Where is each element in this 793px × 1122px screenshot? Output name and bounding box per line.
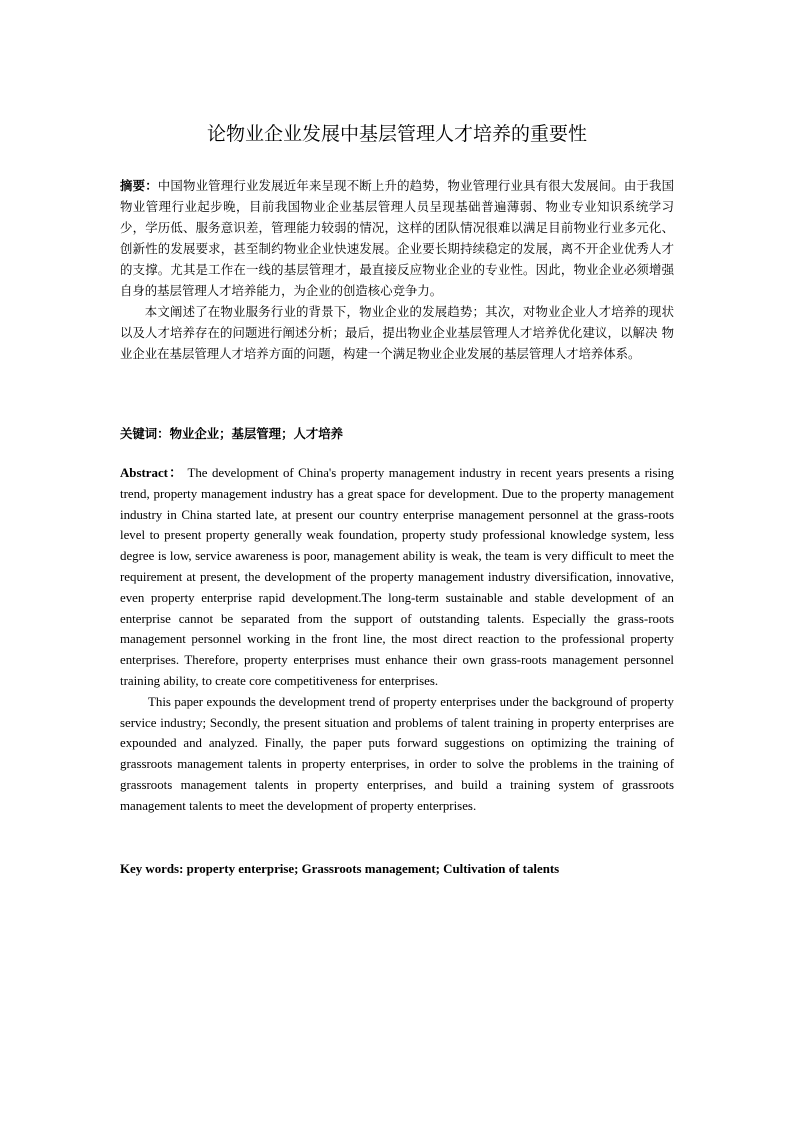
english-abstract-text-1: The development of China's property management industry in recent years presents a rising trend, property management industry has a great space for development. Due to the property management industry in China started late, at present our country enterprise management personnel at the grass-roots level to present property generally weak foundation, property study professional knowledge system, less degree is low, service awareness is poor, management ability is weak, the team is very difficult to meet the requirement at present, the development of the property management industry diversification, innovative, even property enterprise rapid development.The long-term sustainable and stable development of an enterprise cannot be separated from the support of outstanding talents. Especially the grass-roots management personnel working in the front line, the most direct reaction to the professional property enterprises. Therefore, property enterprises must enhance their own grass-roots management personnel training ability, to create core competitiveness for enterprises. — [120, 466, 674, 688]
english-keywords-label: Key words: — [120, 862, 187, 876]
chinese-abstract — [120, 175, 674, 364]
chinese-keywords-label: 关键词： — [120, 426, 170, 441]
page-title: 论物业企业发展中基层管理人才培养的重要性 — [206, 123, 587, 145]
chinese-abstract-paragraph-2: 本文阐述了在物业服务行业的背景下，物业企业的发展趋势；其次，对物业企业人才培养的现状以及人才培养存在的问题进行阐述分析；最后，提出物业企业基层管理人才培养优化建议，以解决 物业企业在基层管理人才培养方面的问题，构建一个满足物业企业发展的基层管理人才培养体系。 — [120, 304, 674, 361]
chinese-abstract-text-1: 中国物业管理行业发展近年来呈现不断上升的趋势，物业管理行业具有很大发展间。由于我国物业管理行业起步晚，目前我国物业企业基层管理人员呈现基础普遍薄弱、物业专业知识系统学习少，学历低、服务意识差，管理能力较弱的情况，这样的团队情况很难以满足目前物业行业多元化、创新性的发展要求，甚至制约物业企业快速发展。企业要长期持续稳定的发展，离不开企业优秀人才的支撑。尤其是工作在一线的基层管理才，最直接反应物业企业的专业性。因此，物业企业必须增强自身的基层管理人才培养能力，为企业的创造核心竞争力。 — [120, 178, 675, 298]
chinese-keywords-text: 物业企业；基层管理；人才培养 — [169, 426, 344, 441]
english-abstract-paragraph-2: This paper expounds the development trend of property enterprises under the background of property service industry; Secondly, the present situation and problems of talent training in property enterprises are expounded and analyzed. Finally, the paper puts forward suggestions on optimizing the training of grassroots management talents in property enterprises, in order to solve the problems in the training of grassroots management talents in property enterprises, and build a training system of grassroots management talents to meet the development of property enterprises. — [120, 694, 674, 813]
english-abstract — [120, 463, 674, 817]
english-keywords-text: property enterprise; Grassroots management; Cultivation of talents — [186, 862, 560, 876]
english-abstract-label: Abstract： — [120, 466, 184, 480]
english-keywords — [120, 859, 674, 879]
chinese-keywords — [120, 424, 674, 444]
chinese-abstract-label: 摘要： — [120, 178, 158, 193]
english-abstract-paragraph-1 — [120, 463, 674, 692]
chinese-abstract-paragraph-1 — [120, 175, 674, 301]
